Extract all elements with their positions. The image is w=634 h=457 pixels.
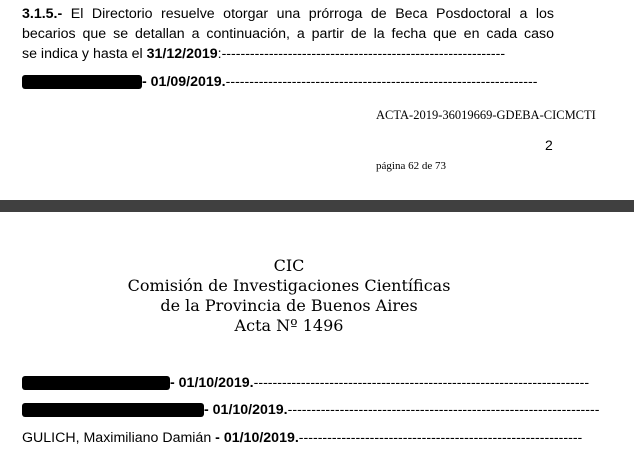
grant-row-2 — [22, 373, 589, 393]
end-date: 31/12/2019 — [146, 46, 218, 62]
grant-row-3 — [22, 400, 599, 420]
redacted-name — [22, 75, 142, 89]
paragraph-line-3 — [22, 44, 554, 64]
document-reference: ACTA-2019-36019669-GDEBA-CICMCTI — [376, 108, 596, 122]
dash-fill: ----------------------------------------------------------------------- — [253, 375, 590, 391]
redacted-name — [22, 403, 204, 417]
dash-fill: ------------------------------------------------------------------ — [287, 402, 600, 418]
paragraph-line-2: becarios que se detallan a continuación, a partir de la fecha que en cada caso — [22, 26, 554, 42]
page-counter: página 62 de 73 — [376, 160, 446, 172]
paragraph-text-1: El Directorio resuelve otorgar una prórroga de Beca Posdoctoral a los — [70, 6, 554, 22]
grant-date: - 01/10/2019. — [170, 375, 254, 391]
dash-fill: ------------------------------------------------------------ — [298, 430, 583, 446]
resolution-paragraph — [22, 4, 554, 64]
grant-row-4 — [22, 428, 582, 448]
org-full-name: Comisión de Investigaciones Científicas — [127, 276, 451, 295]
redacted-name — [22, 376, 170, 390]
grant-date: - 01/09/2019. — [142, 74, 226, 90]
item-number: 3.1.5.- — [22, 6, 63, 22]
acta-number: Acta Nº 1496 — [234, 316, 344, 335]
org-short-name: CIC — [273, 256, 305, 275]
paragraph-line-1 — [22, 4, 554, 24]
paragraph-text-3: se indica y hasta el — [22, 46, 143, 62]
grant-date: - 01/10/2019. — [215, 430, 299, 446]
dash-fill: :------------------------------------------------------------ — [217, 46, 506, 62]
page-number: 2 — [545, 137, 553, 153]
grant-date: - 01/10/2019. — [204, 402, 288, 418]
org-province: de la Provincia de Buenos Aires — [160, 296, 418, 315]
document-header — [0, 256, 578, 336]
dash-fill: ------------------------------------------------------------------ — [225, 74, 538, 90]
page-separator — [0, 200, 634, 212]
grant-row-1 — [22, 72, 537, 92]
grantee-name: GULICH, Maximiliano Damián — [22, 430, 212, 446]
